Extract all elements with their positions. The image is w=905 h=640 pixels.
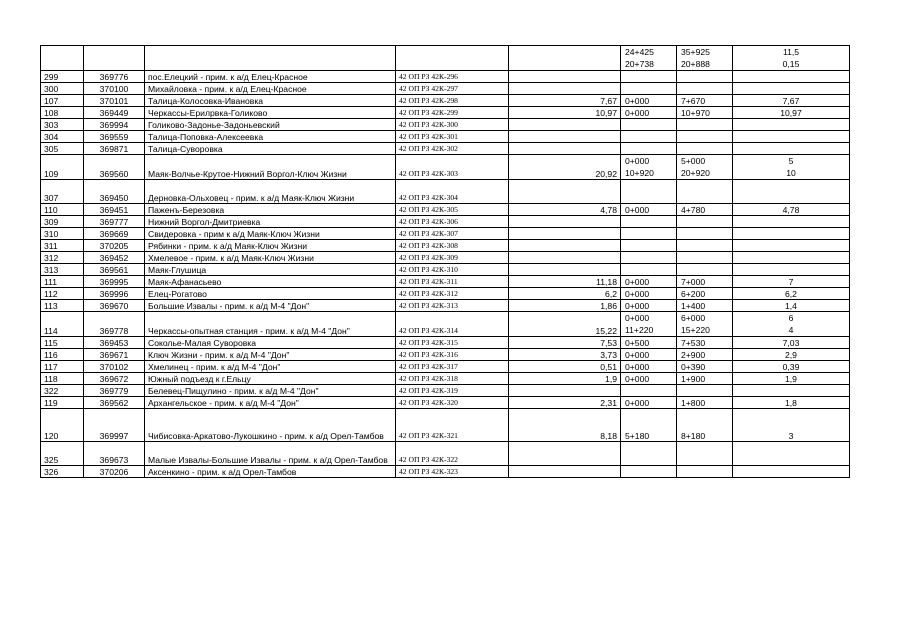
cell-section-length xyxy=(733,143,850,155)
cell-road-name: Нижний Воргол-Дмитриевка xyxy=(145,216,396,228)
cell-sub-value: 35+925 xyxy=(681,47,710,57)
table-row xyxy=(41,397,850,409)
cell-road-code: 42 ОП РЗ 42К-318 xyxy=(396,373,509,385)
cell-section-length xyxy=(733,442,850,466)
table-row xyxy=(41,119,850,131)
cell-road-code: 42 ОП РЗ 42К-304 xyxy=(396,180,509,204)
cell-end-km: 2+900 xyxy=(677,349,733,361)
cell-section-length: 0,39 xyxy=(733,361,850,373)
cell-identifier: 369997 xyxy=(84,409,145,442)
table-row xyxy=(41,409,850,442)
cell-row-no: 310 xyxy=(41,228,84,240)
cell-row-no: 313 xyxy=(41,264,84,276)
cell-road-name: Михайловка - прим. к а/д Елец-Красное xyxy=(145,83,396,95)
table-row xyxy=(41,83,850,95)
cell-start-km xyxy=(621,264,677,276)
cell-section-length: 4,78 xyxy=(733,204,850,216)
cell-row-no: 108 xyxy=(41,107,84,119)
cell-road-code: 42 ОП РЗ 42К-314 xyxy=(396,312,509,337)
cell-row-no: 300 xyxy=(41,83,84,95)
cell-road-code: 42 ОП РЗ 42К-315 xyxy=(396,337,509,349)
cell-row-no: 309 xyxy=(41,216,84,228)
table-row xyxy=(41,46,850,71)
cell-identifier: 369673 xyxy=(84,442,145,466)
cell-length-km: 10,97 xyxy=(509,107,621,119)
cell-end-km xyxy=(677,312,733,337)
cell-start-km: 0+000 xyxy=(621,95,677,107)
cell-road-name: Маяк-Волчье-Крутое-Нижний Воргол-Ключ Жизни xyxy=(145,155,396,180)
table-row xyxy=(41,204,850,216)
cell-road-name: Рябинки - прим. к а/д Маяк-Ключ Жизни xyxy=(145,240,396,252)
cell-section-length xyxy=(733,155,850,180)
cell-end-km: 6+200 xyxy=(677,288,733,300)
cell-end-km xyxy=(677,466,733,478)
cell-road-code: 42 ОП РЗ 42К-305 xyxy=(396,204,509,216)
cell-road-name: Южный подъезд к г.Ельцу xyxy=(145,373,396,385)
cell-length-km xyxy=(509,131,621,143)
cell-length-km xyxy=(509,143,621,155)
cell-identifier: 369672 xyxy=(84,373,145,385)
table-row xyxy=(41,107,850,119)
cell-sub-value: 5+000 xyxy=(681,156,706,166)
cell-length-km xyxy=(509,71,621,83)
cell-start-km xyxy=(621,180,677,204)
cell-road-code: 42 ОП РЗ 42К-306 xyxy=(396,216,509,228)
table-row xyxy=(41,349,850,361)
cell-sub-value: 24+425 xyxy=(625,47,654,57)
table-row xyxy=(41,180,850,204)
cell-road-name: Маяк-Афанасьево xyxy=(145,276,396,288)
cell-section-length: 7 xyxy=(733,276,850,288)
cell-start-km xyxy=(621,71,677,83)
cell-road-code: 42 ОП РЗ 42К-312 xyxy=(396,288,509,300)
cell-sub-value: 10 xyxy=(786,168,796,178)
cell-road-code: 42 ОП РЗ 42К-299 xyxy=(396,107,509,119)
cell-road-name: Черкассы-опытная станция - прим. к а/д М-4 "Дон" xyxy=(145,312,396,337)
table-row xyxy=(41,240,850,252)
cell-start-km xyxy=(621,131,677,143)
cell-identifier: 370100 xyxy=(84,83,145,95)
table-row xyxy=(41,216,850,228)
table-row xyxy=(41,373,850,385)
cell-end-km xyxy=(677,83,733,95)
cell-identifier: 370206 xyxy=(84,466,145,478)
cell-road-name: Архангельское - прим. к а/д М-4 "Дон" xyxy=(145,397,396,409)
cell-section-length xyxy=(733,228,850,240)
cell-length-km xyxy=(509,240,621,252)
road-registry-table xyxy=(40,45,850,478)
cell-section-length xyxy=(733,240,850,252)
cell-row-no: 312 xyxy=(41,252,84,264)
cell-end-km: 1+800 xyxy=(677,397,733,409)
cell-end-km xyxy=(677,180,733,204)
cell-section-length xyxy=(733,46,850,71)
cell-start-km: 0+000 xyxy=(621,361,677,373)
cell-identifier: 369559 xyxy=(84,131,145,143)
cell-road-code: 42 ОП РЗ 42К-298 xyxy=(396,95,509,107)
cell-sub-value: 0+000 xyxy=(625,313,650,323)
cell-length-km xyxy=(509,252,621,264)
cell-length-km: 7,67 xyxy=(509,95,621,107)
cell-section-length xyxy=(733,180,850,204)
cell-end-km xyxy=(677,252,733,264)
cell-start-km xyxy=(621,155,677,180)
cell-road-code: 42 ОП РЗ 42К-302 xyxy=(396,143,509,155)
cell-length-km: 20,92 xyxy=(509,155,621,180)
cell-length-km xyxy=(509,46,621,71)
cell-row-no: 305 xyxy=(41,143,84,155)
cell-row-no: 120 xyxy=(41,409,84,442)
cell-section-length xyxy=(733,83,850,95)
cell-section-length: 7,03 xyxy=(733,337,850,349)
cell-section-length xyxy=(733,131,850,143)
cell-section-length xyxy=(733,119,850,131)
cell-section-length: 1,8 xyxy=(733,397,850,409)
cell-start-km: 0+000 xyxy=(621,204,677,216)
cell-row-no: 322 xyxy=(41,385,84,397)
cell-road-name: Голиково-Задонье-Задоньевский xyxy=(145,119,396,131)
cell-section-length xyxy=(733,252,850,264)
cell-start-km xyxy=(621,119,677,131)
cell-row-no: 118 xyxy=(41,373,84,385)
table-row xyxy=(41,95,850,107)
cell-start-km xyxy=(621,442,677,466)
cell-start-km: 0+000 xyxy=(621,107,677,119)
cell-length-km xyxy=(509,442,621,466)
cell-end-km xyxy=(677,216,733,228)
cell-sub-value: 6+000 xyxy=(681,313,706,323)
cell-road-code: 42 ОП РЗ 42К-307 xyxy=(396,228,509,240)
cell-sub-value: 4 xyxy=(788,325,794,335)
cell-length-km xyxy=(509,83,621,95)
cell-road-code: 42 ОП РЗ 42К-310 xyxy=(396,264,509,276)
cell-length-km xyxy=(509,228,621,240)
cell-road-name: Дерновка-Ольховец - прим. к а/д Маяк-Ключ Жизни xyxy=(145,180,396,204)
cell-start-km xyxy=(621,466,677,478)
cell-sub-value: 10+920 xyxy=(625,168,654,178)
cell-identifier xyxy=(84,46,145,71)
cell-identifier: 369777 xyxy=(84,216,145,228)
cell-end-km: 7+000 xyxy=(677,276,733,288)
cell-row-no: 119 xyxy=(41,397,84,409)
table-row xyxy=(41,252,850,264)
cell-start-km xyxy=(621,228,677,240)
cell-start-km: 0+000 xyxy=(621,349,677,361)
cell-sub-value: 20+738 xyxy=(625,59,654,69)
cell-road-name xyxy=(145,46,396,71)
cell-row-no: 114 xyxy=(41,312,84,337)
cell-end-km xyxy=(677,143,733,155)
cell-sub-value: 11+220 xyxy=(625,325,654,335)
cell-identifier: 370102 xyxy=(84,361,145,373)
cell-row-no: 311 xyxy=(41,240,84,252)
cell-length-km: 8,18 xyxy=(509,409,621,442)
cell-road-name: Свидеровка - прим к а/д Маяк-Ключ Жизни xyxy=(145,228,396,240)
cell-sub-value: 11,5 xyxy=(782,47,800,57)
cell-length-km: 1,86 xyxy=(509,300,621,312)
cell-road-name: Талица-Суворовка xyxy=(145,143,396,155)
cell-section-length xyxy=(733,312,850,337)
cell-road-code: 42 ОП РЗ 42К-309 xyxy=(396,252,509,264)
cell-identifier: 370205 xyxy=(84,240,145,252)
cell-length-km: 2,31 xyxy=(509,397,621,409)
cell-row-no: 109 xyxy=(41,155,84,180)
cell-row-no: 113 xyxy=(41,300,84,312)
cell-road-code: 42 ОП РЗ 42К-323 xyxy=(396,466,509,478)
cell-road-code: 42 ОП РЗ 42К-322 xyxy=(396,442,509,466)
cell-length-km: 0,51 xyxy=(509,361,621,373)
cell-identifier: 369994 xyxy=(84,119,145,131)
table-row xyxy=(41,264,850,276)
cell-row-no: 116 xyxy=(41,349,84,361)
table-row xyxy=(41,385,850,397)
cell-section-length: 3 xyxy=(733,409,850,442)
cell-row-no: 304 xyxy=(41,131,84,143)
cell-length-km xyxy=(509,180,621,204)
cell-section-length: 6,2 xyxy=(733,288,850,300)
cell-identifier: 369670 xyxy=(84,300,145,312)
cell-road-name: Талица-Колосовка-Ивановка xyxy=(145,95,396,107)
cell-end-km xyxy=(677,46,733,71)
cell-start-km xyxy=(621,240,677,252)
table-row xyxy=(41,337,850,349)
cell-road-code: 42 ОП РЗ 42К-308 xyxy=(396,240,509,252)
cell-length-km: 1,9 xyxy=(509,373,621,385)
cell-row-no: 299 xyxy=(41,71,84,83)
cell-row-no: 115 xyxy=(41,337,84,349)
cell-row-no: 307 xyxy=(41,180,84,204)
cell-end-km: 7+530 xyxy=(677,337,733,349)
cell-sub-value: 0,15 xyxy=(782,59,800,69)
cell-start-km xyxy=(621,143,677,155)
cell-road-code: 42 ОП РЗ 42К-317 xyxy=(396,361,509,373)
cell-section-length xyxy=(733,216,850,228)
cell-end-km xyxy=(677,385,733,397)
cell-start-km: 0+500 xyxy=(621,337,677,349)
cell-start-km: 0+000 xyxy=(621,373,677,385)
cell-end-km xyxy=(677,240,733,252)
cell-identifier: 369779 xyxy=(84,385,145,397)
cell-road-name: Аксенкино - прим. к а/д Орел-Тамбов xyxy=(145,466,396,478)
cell-road-name: Ключ Жизни - прим. к а/д М-4 "Дон" xyxy=(145,349,396,361)
table-row xyxy=(41,288,850,300)
cell-start-km: 0+000 xyxy=(621,397,677,409)
cell-road-code: 42 ОП РЗ 42К-316 xyxy=(396,349,509,361)
cell-identifier: 369778 xyxy=(84,312,145,337)
cell-identifier: 369669 xyxy=(84,228,145,240)
table-row xyxy=(41,143,850,155)
cell-end-km: 1+900 xyxy=(677,373,733,385)
cell-section-length xyxy=(733,264,850,276)
cell-end-km: 10+970 xyxy=(677,107,733,119)
cell-row-no: 111 xyxy=(41,276,84,288)
table-row xyxy=(41,276,850,288)
cell-identifier: 369776 xyxy=(84,71,145,83)
cell-identifier: 369871 xyxy=(84,143,145,155)
cell-road-name: Маяк-Глушица xyxy=(145,264,396,276)
table-row xyxy=(41,442,850,466)
cell-start-km: 0+000 xyxy=(621,276,677,288)
cell-road-name: Белевец-Пищулино - прим. к а/д М-4 "Дон" xyxy=(145,385,396,397)
cell-start-km xyxy=(621,216,677,228)
cell-sub-value: 5 xyxy=(788,156,794,166)
cell-end-km xyxy=(677,264,733,276)
cell-road-code: 42 ОП РЗ 42К-313 xyxy=(396,300,509,312)
cell-section-length: 10,97 xyxy=(733,107,850,119)
cell-start-km xyxy=(621,83,677,95)
table-row xyxy=(41,300,850,312)
cell-length-km: 15,22 xyxy=(509,312,621,337)
cell-start-km xyxy=(621,312,677,337)
cell-length-km: 6,2 xyxy=(509,288,621,300)
cell-length-km: 11,18 xyxy=(509,276,621,288)
cell-road-code xyxy=(396,46,509,71)
cell-section-length xyxy=(733,71,850,83)
cell-identifier: 369453 xyxy=(84,337,145,349)
cell-road-code: 42 ОП РЗ 42К-303 xyxy=(396,155,509,180)
cell-section-length: 1,9 xyxy=(733,373,850,385)
table-row xyxy=(41,228,850,240)
cell-length-km: 3,73 xyxy=(509,349,621,361)
cell-end-km xyxy=(677,119,733,131)
cell-row-no: 112 xyxy=(41,288,84,300)
cell-start-km: 5+180 xyxy=(621,409,677,442)
cell-road-name: Малые Извалы-Большие Извалы - прим. к а/д Орел-Тамбов xyxy=(145,442,396,466)
cell-road-code: 42 ОП РЗ 42К-319 xyxy=(396,385,509,397)
cell-row-no xyxy=(41,46,84,71)
cell-sub-value: 0+000 xyxy=(625,156,650,166)
cell-road-name: Хмелевое - прим. к а/д Маяк-Ключ Жизни xyxy=(145,252,396,264)
table-row xyxy=(41,131,850,143)
cell-row-no: 325 xyxy=(41,442,84,466)
cell-length-km xyxy=(509,119,621,131)
cell-sub-value: 20+920 xyxy=(681,168,710,178)
cell-end-km xyxy=(677,442,733,466)
cell-row-no: 303 xyxy=(41,119,84,131)
table-row xyxy=(41,466,850,478)
cell-road-code: 42 ОП РЗ 42К-320 xyxy=(396,397,509,409)
table-row xyxy=(41,361,850,373)
cell-road-name: Сокольe-Малая Суворовка xyxy=(145,337,396,349)
cell-identifier: 369450 xyxy=(84,180,145,204)
cell-end-km: 1+400 xyxy=(677,300,733,312)
cell-identifier: 369562 xyxy=(84,397,145,409)
cell-identifier: 369561 xyxy=(84,264,145,276)
cell-identifier: 369449 xyxy=(84,107,145,119)
cell-road-code: 42 ОП РЗ 42К-321 xyxy=(396,409,509,442)
cell-road-name: Чибисовка-Аркатово-Лукошкино - прим. к а/д Орел-Тамбов xyxy=(145,409,396,442)
cell-row-no: 326 xyxy=(41,466,84,478)
cell-identifier: 369996 xyxy=(84,288,145,300)
table-row xyxy=(41,71,850,83)
cell-road-name: Хмелинец - прим. к а/д М-4 "Дон" xyxy=(145,361,396,373)
cell-end-km: 0+390 xyxy=(677,361,733,373)
cell-sub-value: 6 xyxy=(788,313,794,323)
cell-section-length: 2,9 xyxy=(733,349,850,361)
cell-road-name: Паженъ-Березовка xyxy=(145,204,396,216)
cell-section-length xyxy=(733,466,850,478)
cell-row-no: 110 xyxy=(41,204,84,216)
cell-road-name: Большие Извалы - прим. к а/д М-4 "Дон" xyxy=(145,300,396,312)
cell-length-km xyxy=(509,385,621,397)
cell-identifier: 369671 xyxy=(84,349,145,361)
cell-road-name: Черкассы-Ерилрвка-Голиково xyxy=(145,107,396,119)
cell-identifier: 369995 xyxy=(84,276,145,288)
cell-section-length: 1,4 xyxy=(733,300,850,312)
table-row xyxy=(41,312,850,337)
cell-end-km: 4+780 xyxy=(677,204,733,216)
cell-start-km xyxy=(621,46,677,71)
cell-length-km xyxy=(509,466,621,478)
cell-sub-value: 15+220 xyxy=(681,325,710,335)
cell-end-km xyxy=(677,131,733,143)
cell-end-km xyxy=(677,228,733,240)
cell-identifier: 369451 xyxy=(84,204,145,216)
cell-identifier: 369560 xyxy=(84,155,145,180)
cell-start-km: 0+000 xyxy=(621,300,677,312)
table-row xyxy=(41,155,850,180)
cell-road-code: 42 ОП РЗ 42К-300 xyxy=(396,119,509,131)
cell-end-km: 7+670 xyxy=(677,95,733,107)
cell-end-km xyxy=(677,155,733,180)
cell-start-km: 0+000 xyxy=(621,288,677,300)
cell-row-no: 117 xyxy=(41,361,84,373)
cell-road-code: 42 ОП РЗ 42К-311 xyxy=(396,276,509,288)
cell-section-length xyxy=(733,385,850,397)
cell-identifier: 369452 xyxy=(84,252,145,264)
cell-identifier: 370101 xyxy=(84,95,145,107)
cell-section-length: 7,67 xyxy=(733,95,850,107)
cell-road-name: Талица-Поповка-Алексеевка xyxy=(145,131,396,143)
cell-row-no: 107 xyxy=(41,95,84,107)
cell-road-code: 42 ОП РЗ 42К-296 xyxy=(396,71,509,83)
cell-sub-value: 20+888 xyxy=(681,59,710,69)
cell-length-km xyxy=(509,264,621,276)
cell-start-km xyxy=(621,252,677,264)
cell-road-code: 42 ОП РЗ 42К-297 xyxy=(396,83,509,95)
cell-road-name: пос.Елецкий - прим. к а/д Елец-Красное xyxy=(145,71,396,83)
cell-end-km: 8+180 xyxy=(677,409,733,442)
cell-road-code: 42 ОП РЗ 42К-301 xyxy=(396,131,509,143)
cell-length-km: 7,53 xyxy=(509,337,621,349)
cell-road-name: Елец-Рогатово xyxy=(145,288,396,300)
cell-length-km xyxy=(509,216,621,228)
cell-length-km: 4,78 xyxy=(509,204,621,216)
cell-end-km xyxy=(677,71,733,83)
cell-start-km xyxy=(621,385,677,397)
